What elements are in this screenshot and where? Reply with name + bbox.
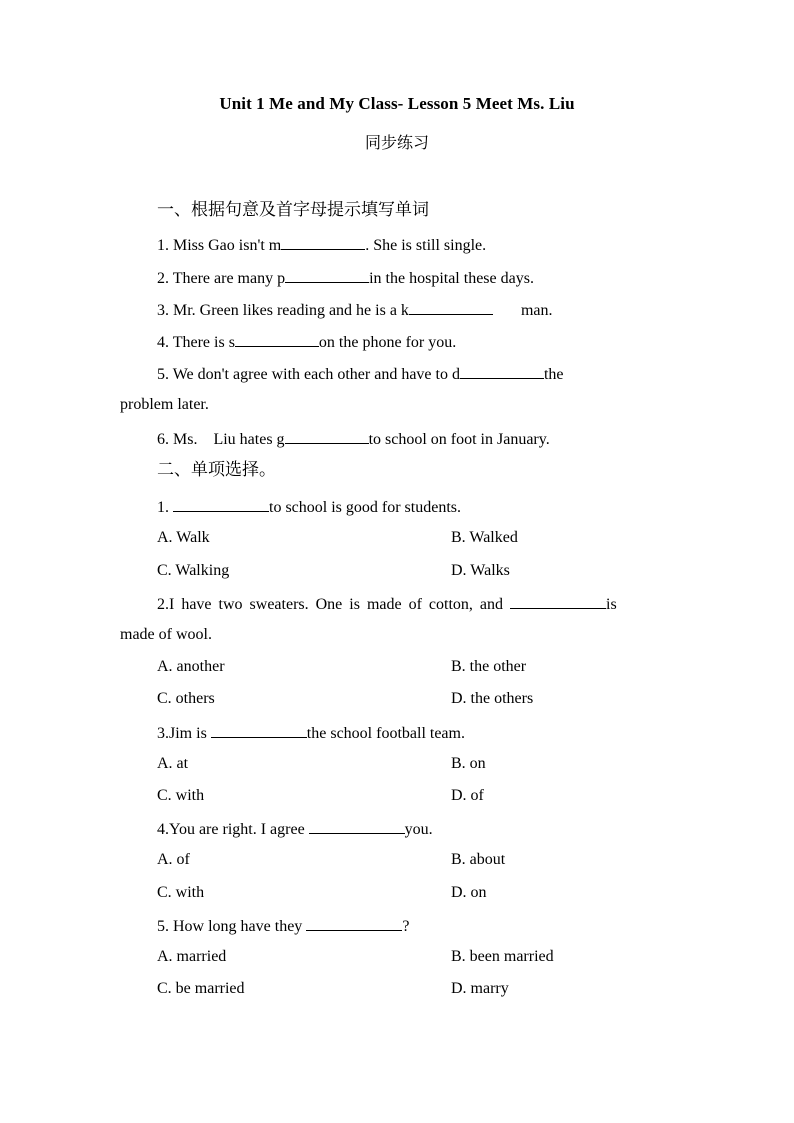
s2-q5-option-d[interactable]: D. marry	[451, 980, 509, 997]
s2-question-4	[157, 818, 433, 840]
s2-q4-option-a[interactable]: A. of	[157, 851, 190, 868]
s2-q5-blank[interactable]	[306, 915, 402, 931]
s2-q5-option-a[interactable]: A. married	[157, 948, 227, 965]
s2-q4-pre: 4.You are right. I agree	[157, 821, 309, 838]
s1-question-6	[157, 428, 550, 450]
s1-question-2	[157, 267, 534, 289]
s2-q2-option-b[interactable]: B. the other	[451, 658, 527, 675]
s1-q4-pre: 4. There is s	[157, 334, 235, 351]
s1-q6-post: to school on foot in January.	[368, 431, 550, 448]
s1-q4-post: on the phone for you.	[318, 334, 457, 351]
s2-question-2	[157, 593, 617, 615]
s1-q1-post: . She is still single.	[365, 237, 487, 254]
s2-q2-continuation: made of wool.	[120, 626, 212, 643]
s2-q3-option-d[interactable]: D. of	[451, 787, 484, 804]
s2-q2-option-a[interactable]: A. another	[157, 658, 225, 675]
s2-q2-pre: 2.I have two sweaters. One is made of cotton, and	[157, 596, 511, 613]
s2-q1-post: to school is good for students.	[269, 499, 461, 516]
s2-question-1	[157, 496, 461, 518]
s1-q5-continuation: problem later.	[120, 396, 209, 413]
s2-q5-post: ?	[402, 918, 410, 935]
s1-q6-blank[interactable]	[285, 428, 369, 444]
s2-q2-option-d[interactable]: D. the others	[451, 690, 534, 707]
s1-q3-blank[interactable]	[409, 299, 493, 315]
s1-q5-pre: 5. We don't agree with each other and have to d	[157, 366, 460, 383]
s2-q1-option-b[interactable]: B. Walked	[451, 529, 518, 546]
s2-q3-option-a[interactable]: A. at	[157, 755, 189, 772]
s2-q5-option-c[interactable]: C. be married	[157, 980, 245, 997]
s2-q4-option-d[interactable]: D. on	[451, 884, 487, 901]
s2-q4-post: you.	[404, 821, 433, 838]
s2-q3-option-b[interactable]: B. on	[451, 755, 486, 772]
s2-q3-blank[interactable]	[211, 722, 307, 738]
s1-q1-pre: 1. Miss Gao isn't m	[157, 237, 282, 254]
page-title: Unit 1 Me and My Class- Lesson 5 Meet Ms. Liu	[219, 94, 575, 113]
s2-q3-post: the school football team.	[306, 725, 465, 742]
page-subtitle: 同步练习	[364, 135, 429, 152]
s1-question-5	[157, 363, 564, 385]
s2-q1-blank[interactable]	[173, 496, 269, 512]
s1-q2-post: in the hospital these days.	[369, 270, 534, 287]
section1-heading: 一、根据句意及首字母提示填写单词	[157, 200, 429, 219]
s2-q3-pre: 3.Jim is	[157, 725, 211, 742]
s1-q3-post: man.	[520, 302, 553, 319]
s2-q2-post: is	[606, 596, 617, 613]
s1-question-1	[157, 234, 486, 256]
s2-question-5	[157, 915, 409, 937]
s2-q4-option-c[interactable]: C. with	[157, 884, 205, 901]
s1-q2-pre: 2. There are many p	[157, 270, 286, 287]
s2-q1-pre: 1.	[157, 499, 173, 516]
s1-question-4	[157, 331, 456, 353]
s1-q2-blank[interactable]	[285, 267, 369, 283]
s2-q3-option-c[interactable]: C. with	[157, 787, 205, 804]
s1-q5-blank[interactable]	[460, 363, 544, 379]
s2-q4-blank[interactable]	[309, 818, 405, 834]
s1-q1-blank[interactable]	[281, 234, 365, 250]
s1-question-3	[157, 299, 552, 321]
s1-q4-blank[interactable]	[235, 331, 319, 347]
s2-q1-option-c[interactable]: C. Walking	[157, 562, 230, 579]
s1-q6-pre: 6. Ms. Liu hates g	[157, 431, 285, 448]
s2-q4-option-b[interactable]: B. about	[451, 851, 506, 868]
s1-q5-post: the	[543, 366, 564, 383]
section2-heading: 二、单项选择。	[157, 460, 276, 479]
s2-q2-option-c[interactable]: C. others	[157, 690, 215, 707]
s2-q1-option-a[interactable]: A. Walk	[157, 529, 210, 546]
s2-q5-option-b[interactable]: B. been married	[451, 948, 554, 965]
s1-q3-pre: 3. Mr. Green likes reading and he is a k	[157, 302, 409, 319]
s2-q5-pre: 5. How long have they	[157, 918, 307, 935]
s2-q1-option-d[interactable]: D. Walks	[451, 562, 510, 579]
s2-question-3	[157, 722, 465, 744]
s2-q2-blank[interactable]	[510, 593, 606, 609]
